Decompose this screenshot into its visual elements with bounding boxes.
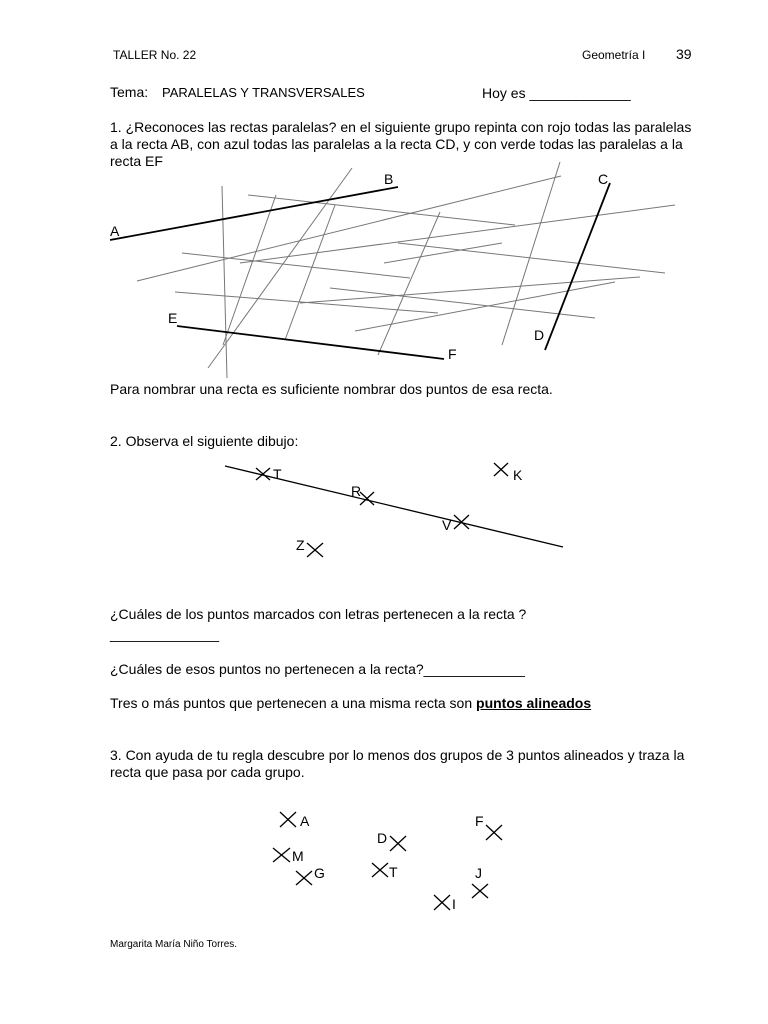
date-field: Hoy es _____________ xyxy=(482,85,631,101)
point-j-label: J xyxy=(475,865,482,881)
definition-term: puntos alineados xyxy=(476,695,592,711)
author-footer: Margarita María Niño Torres. xyxy=(110,939,238,950)
label-d: D xyxy=(534,327,545,343)
answer-blank-1[interactable]: ______________ xyxy=(110,626,220,642)
definition-text: Tres o más puntos que pertenecen a una misma recta son xyxy=(110,695,477,711)
question-belong: ¿Cuáles de los puntos marcados con letras pertenecen a la recta ? xyxy=(110,606,527,622)
label-a: A xyxy=(110,223,120,239)
topic-title: PARALELAS Y TRANSVERSALES xyxy=(162,85,365,100)
point-i-label: I xyxy=(452,896,456,912)
exercise1-instructions: 1. ¿Reconoces las rectas paralelas? en el siguiente grupo repinta con rojo todas las paralelas a la recta AB, con azul todas las paralelas a la recta CD, y con verde todas las paralelas a la recta EF xyxy=(110,119,692,169)
point-g-label: G xyxy=(314,865,325,881)
point-k-label: K xyxy=(513,467,523,483)
naming-note: Para nombrar una recta es suficiente nombrar dos puntos de esa recta. xyxy=(110,381,553,397)
point-v-label: V xyxy=(442,517,452,533)
topic-label: Tema: xyxy=(110,84,149,100)
point-m-label: M xyxy=(292,848,304,864)
point-r-label: R xyxy=(351,483,362,499)
exercise3-instructions: 3. Con ayuda de tu regla descubre por lo menos dos grupos de 3 puntos alineados y traza la recta que pasa por cada grupo. xyxy=(110,747,685,780)
subject-name: Geometría I xyxy=(582,48,646,62)
exercise2-title: 2. Observa el siguiente dibujo: xyxy=(110,433,299,449)
label-f: F xyxy=(448,346,457,362)
page-number: 39 xyxy=(676,46,692,62)
point-t2-label: T xyxy=(389,864,398,880)
point-a-label: A xyxy=(300,813,310,829)
point-z-label: Z xyxy=(296,537,305,553)
point-f-label: F xyxy=(475,813,484,829)
question-not-belong[interactable]: ¿Cuáles de esos puntos no pertenecen a la recta?_____________ xyxy=(110,661,525,677)
worksheet-number: TALLER No. 22 xyxy=(113,48,197,62)
point-t-label: T xyxy=(273,466,282,482)
label-e: E xyxy=(168,310,178,326)
label-b: B xyxy=(384,171,394,187)
point-d-label: D xyxy=(377,830,388,846)
label-c: C xyxy=(598,171,609,187)
